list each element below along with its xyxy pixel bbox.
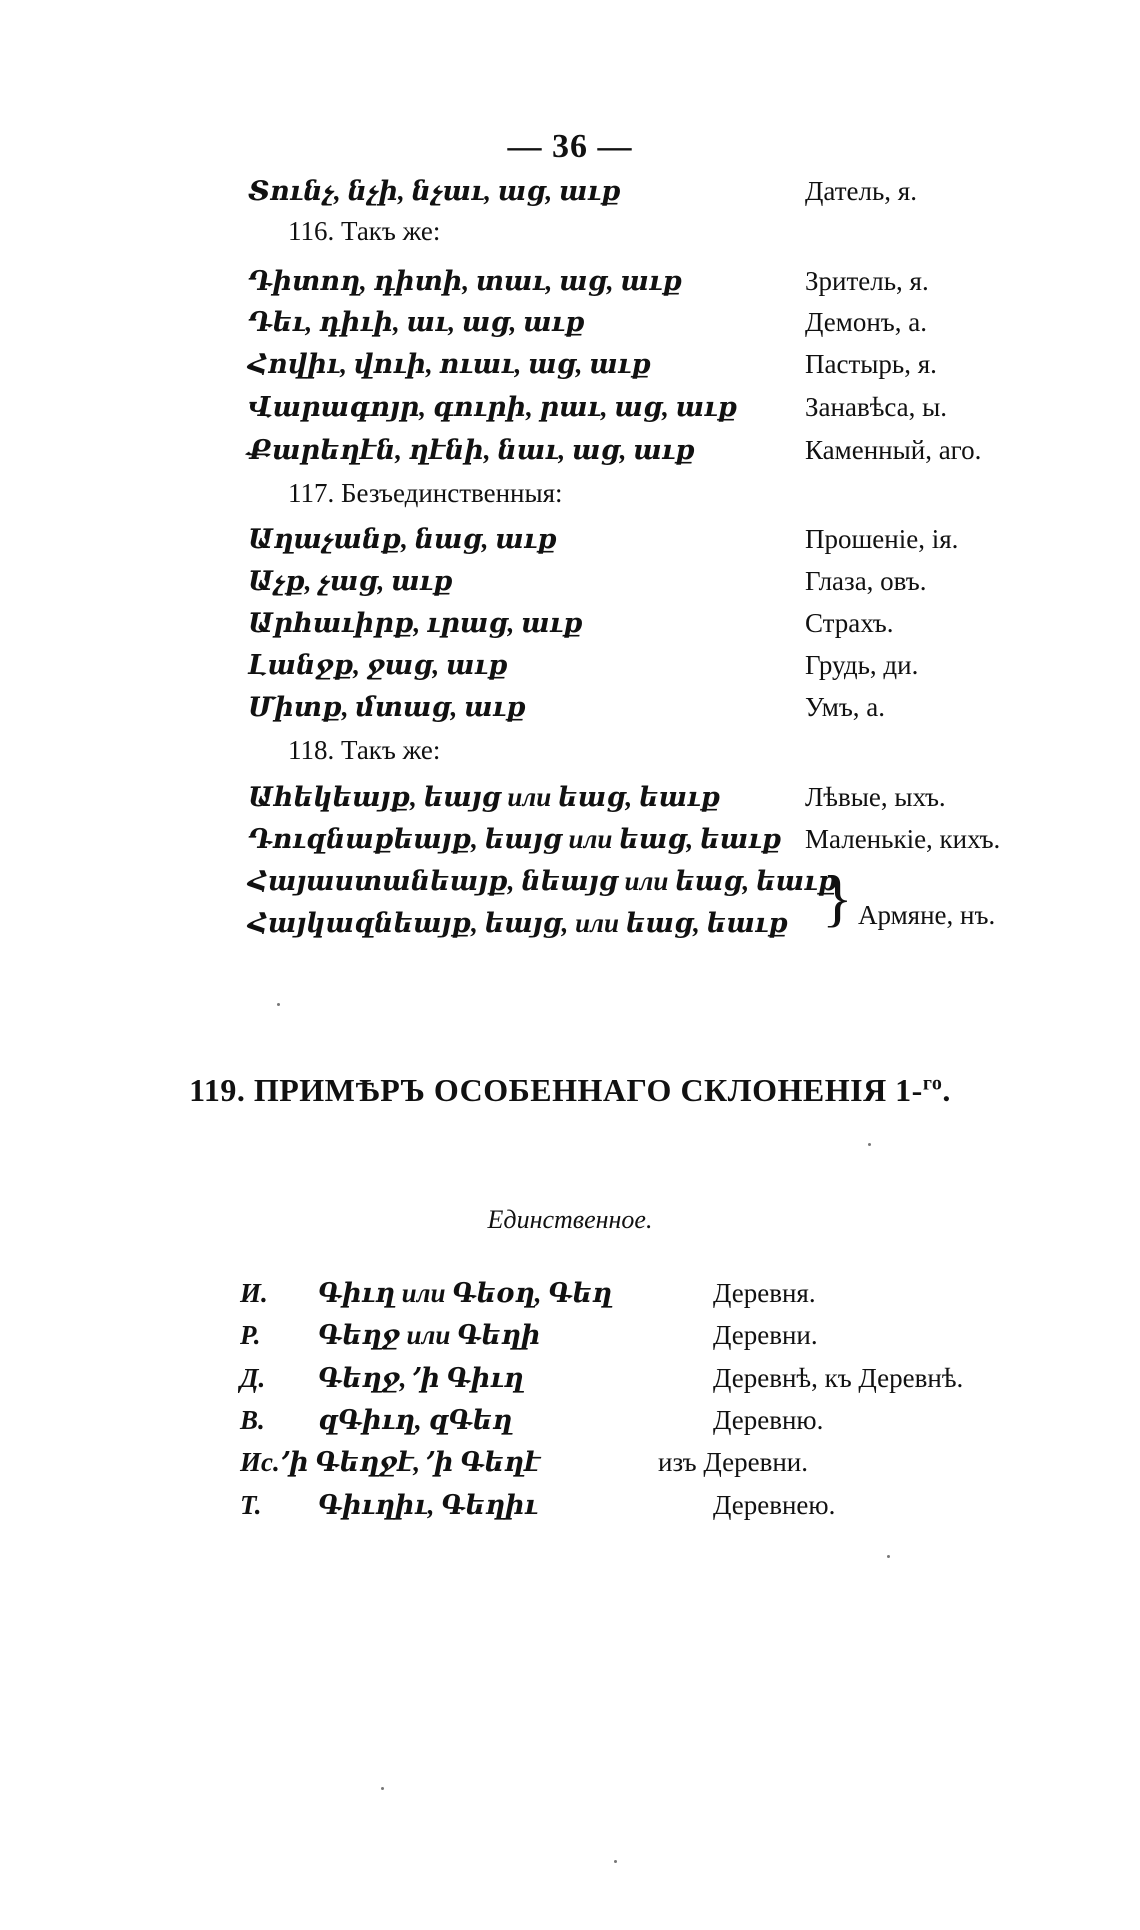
russian-form: Деревни. [713, 1320, 818, 1350]
heading-period: . [942, 1072, 951, 1108]
armenian-entry: Դիտող, դիտի, տաւ, աց, աւք [248, 266, 683, 296]
armenian-entry: Քարեղէն, ղէնի, նաւ, աց, աւք [248, 435, 695, 465]
entry-row [0, 782, 1140, 822]
entry-row [0, 349, 1140, 389]
armenian-form: Գեղջ или Գեղի [318, 1320, 541, 1350]
armenian-form: Գիւղ или Գեօղ, Գեղ [318, 1278, 612, 1308]
section-row [0, 478, 1140, 518]
russian-translation: Лѣвые, ыхъ. [805, 782, 946, 812]
russian-translation: Демонъ, а. [805, 307, 927, 337]
armenian-entry: Վարագոյր, գուրի, րաւ, աց, աւք [248, 392, 738, 422]
heading-superscript: го [922, 1072, 943, 1095]
declension-row [0, 1405, 1140, 1445]
entry-row [0, 608, 1140, 648]
print-speck [614, 1860, 617, 1863]
russian-translation: Страхъ. [805, 608, 894, 638]
armenian-form: ՚ի Գեղջէ, ՚ի Գեղէ [282, 1447, 541, 1477]
russian-translation: Зритель, я. [805, 266, 929, 296]
armenian-form: Գիւղիւ, Գեղիւ [318, 1490, 538, 1520]
russian-form: Деревнѣ, къ Деревнѣ. [713, 1363, 964, 1393]
section-row [0, 735, 1140, 775]
subheading: Единственное. [487, 1205, 653, 1234]
declension-row [0, 1278, 1140, 1318]
entry-row [0, 524, 1140, 564]
heading-text: 119. ПРИМѢРЪ ОСОБЕННАГО СКЛОНЕНІЯ 1- [189, 1072, 923, 1108]
russian-translation: Грудь, ди. [805, 650, 919, 680]
russian-translation: Датель, я. [805, 176, 917, 206]
armenian-entry: Հովիւ, վուի, ուաւ, աց, աւք [248, 349, 651, 379]
section-label: 117. Безъединственныя: [288, 478, 563, 508]
case-label: Т. [240, 1490, 262, 1520]
print-speck [868, 1143, 871, 1146]
russian-form: изъ Деревни. [658, 1447, 808, 1477]
case-label: Р. [240, 1320, 261, 1350]
case-label: Ис. [240, 1447, 280, 1477]
entry-row [0, 392, 1140, 432]
russian-translation: Умъ, а. [805, 692, 886, 722]
armenian-entry: Դուզնաքեայք, եայց или եաց, եաւք [248, 824, 782, 854]
armenian-form: զԳիւղ, զԳեղ [318, 1405, 513, 1435]
armenian-entry: Աչք, չաց, աւք [248, 566, 453, 596]
russian-translation: Маленькіе, кихъ. [805, 824, 1001, 854]
armenian-entry: Լանջք, ջաց, աւք [248, 650, 508, 680]
print-speck [887, 1555, 890, 1558]
russian-translation: Прошеніе, ія. [805, 524, 959, 554]
russian-form: Деревнею. [713, 1490, 836, 1520]
armenian-entry: Ահեկեայք, եայց или եաց, եաւք [248, 782, 721, 812]
russian-translation: Каменный, аго. [805, 435, 982, 465]
russian-translation: Пастырь, я. [805, 349, 937, 379]
armenian-form: Գեղջ, ՚ի Գիւղ [318, 1363, 524, 1393]
declension-row [0, 1363, 1140, 1403]
entry-row [0, 176, 1140, 216]
case-label: Д. [240, 1363, 266, 1393]
section-row [0, 216, 1140, 256]
declension-row [0, 1320, 1140, 1360]
russian-translation: Армяне, нъ. [858, 900, 996, 930]
section-label: 116. Такъ же: [288, 216, 441, 246]
armenian-entry: Արհաւիրք, ւրաց, աւք [248, 608, 583, 638]
section-heading [0, 1072, 1140, 1109]
curly-brace: } [822, 862, 853, 933]
case-label: В. [240, 1405, 265, 1435]
entry-row [0, 566, 1140, 606]
armenian-entry: Հայկազնեայք, եայց, или եաց, եաւք [248, 908, 788, 938]
entry-row [0, 435, 1140, 475]
armenian-entry: Տունչ, նչի, նչաւ, աց, աւք [248, 176, 621, 206]
declension-row [0, 1447, 1140, 1487]
entry-row [0, 307, 1140, 347]
entry-row [0, 824, 1140, 864]
page-number: — 36 — [507, 128, 633, 165]
print-speck [381, 1787, 384, 1790]
russian-translation: Глаза, овъ. [805, 566, 927, 596]
russian-form: Деревня. [713, 1278, 816, 1308]
armenian-entry: Հայաստանեայք, նեայց или եաց, եաւք [248, 866, 838, 896]
declension-row [0, 1490, 1140, 1530]
entry-row [0, 650, 1140, 690]
russian-translation: Занавѣса, ы. [805, 392, 948, 422]
entry-row [0, 692, 1140, 732]
armenian-entry: Դեւ, դիւի, աւ, աց, աւք [248, 307, 585, 337]
armenian-entry: Աղաչանք, նաց, աւք [248, 524, 557, 554]
russian-form: Деревню. [713, 1405, 824, 1435]
print-speck [277, 1003, 280, 1006]
case-label: И. [240, 1278, 268, 1308]
armenian-entry: Միտք, մտաց, աւք [248, 692, 526, 722]
entry-row [0, 266, 1140, 306]
section-label: 118. Такъ же: [288, 735, 441, 765]
